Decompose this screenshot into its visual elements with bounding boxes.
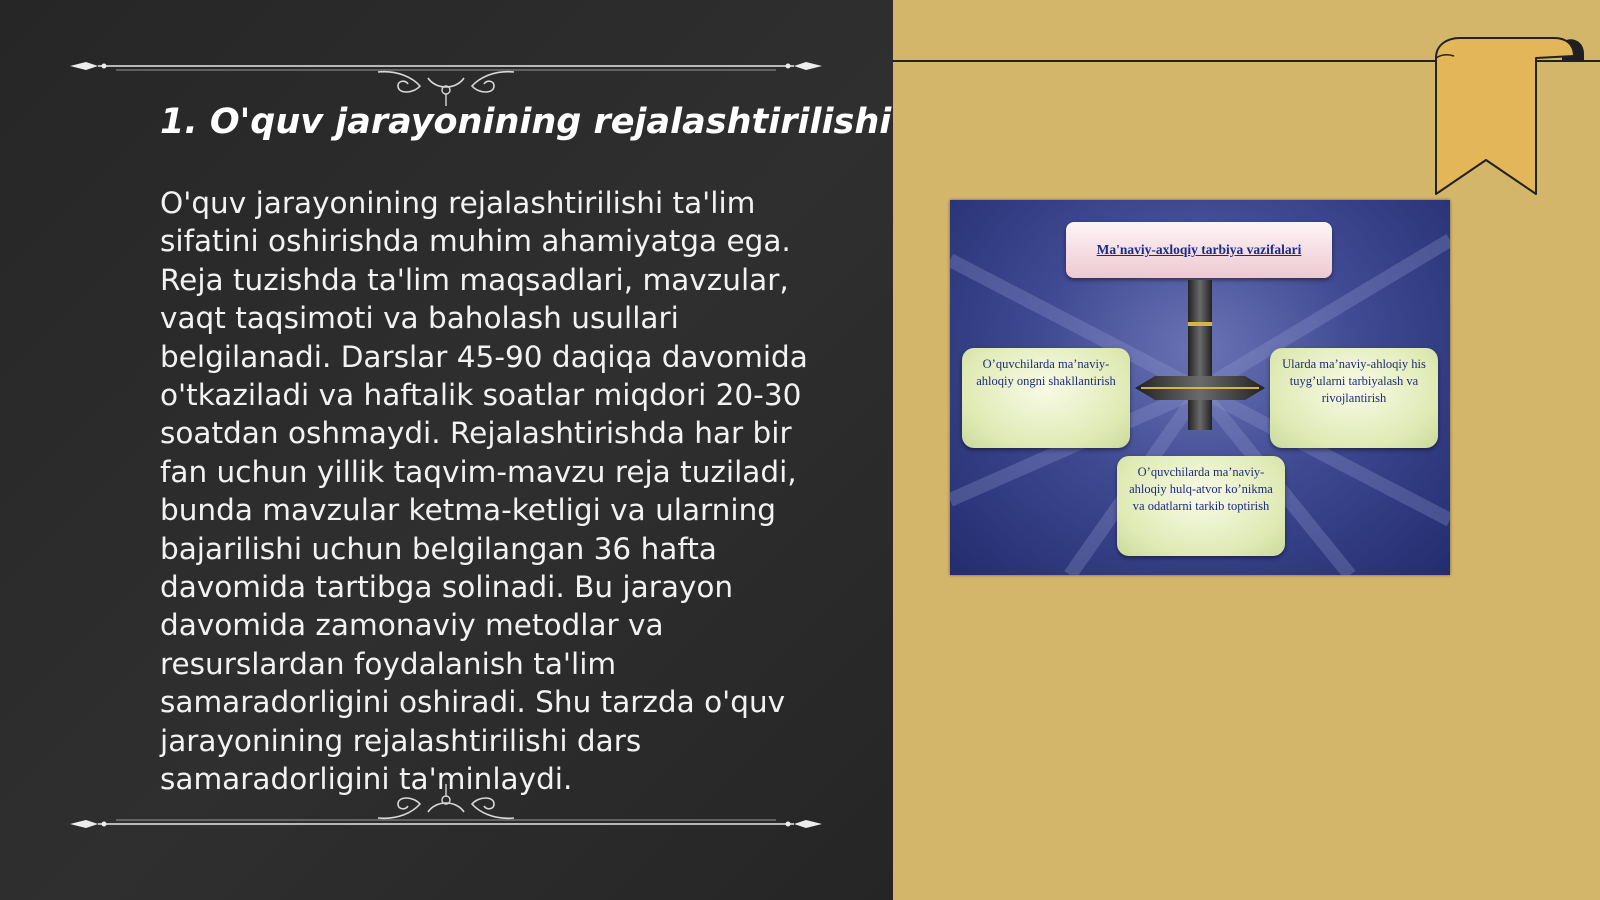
diagram-title-box: Ma'naviy-axloqiy tarbiya vazifalari bbox=[1066, 222, 1332, 278]
diagram-image bbox=[950, 200, 1450, 575]
bottom-ornament-divider bbox=[68, 780, 824, 840]
diagram-box-bottom: O’quvchilarda ma’naviy-ahloqiy hulq-atvor ko’nikma va odatlarni tarkib toptirish bbox=[1117, 456, 1285, 556]
diagram-box-left: O’quvchilarda ma’naviy-ahloqiy ongni shakllantirish bbox=[962, 348, 1130, 448]
diagram-connector-arrows bbox=[1135, 280, 1265, 440]
diagram-box-right: Ularda ma’naviy-ahloqiy his tuyg’ularni tarbiyalash va rivojlantirish bbox=[1270, 348, 1438, 448]
top-ornament-divider bbox=[68, 48, 824, 108]
bookmark-ribbon-icon bbox=[1434, 34, 1584, 202]
slide-title: 1. O'quv jarayonining rejalashtirilishi bbox=[160, 102, 892, 142]
slide-body-text: O'quv jarayonining rejalashtirilishi ta'lim sifatini oshirishda muhim ahamiyatga ega. Reja tuzishda ta'lim maqsadlari, mavzular, vaqt taqsimoti va baholash usullari belgilanadi. Darslar 45-90 daqiqa davomida o'tkaziladi va haftalik soatlar miqdori 20-30 soatdan oshmaydi. Rejalashtirishda har bir fan uchun yillik taqvim-mavzu reja tuziladi, bunda mavzular ketma-ketligi va ularning bajarilishi uchun belgilangan 36 hafta davomida tartibga solinadi. Bu jarayon davomida zamonaviy metodlar va resurslardan foydalanish ta'lim samaradorligini oshiradi. Shu tarzda o'quv jarayonining rejalashtirilishi dars samaradorligini ta'minlaydi. bbox=[160, 186, 808, 797]
